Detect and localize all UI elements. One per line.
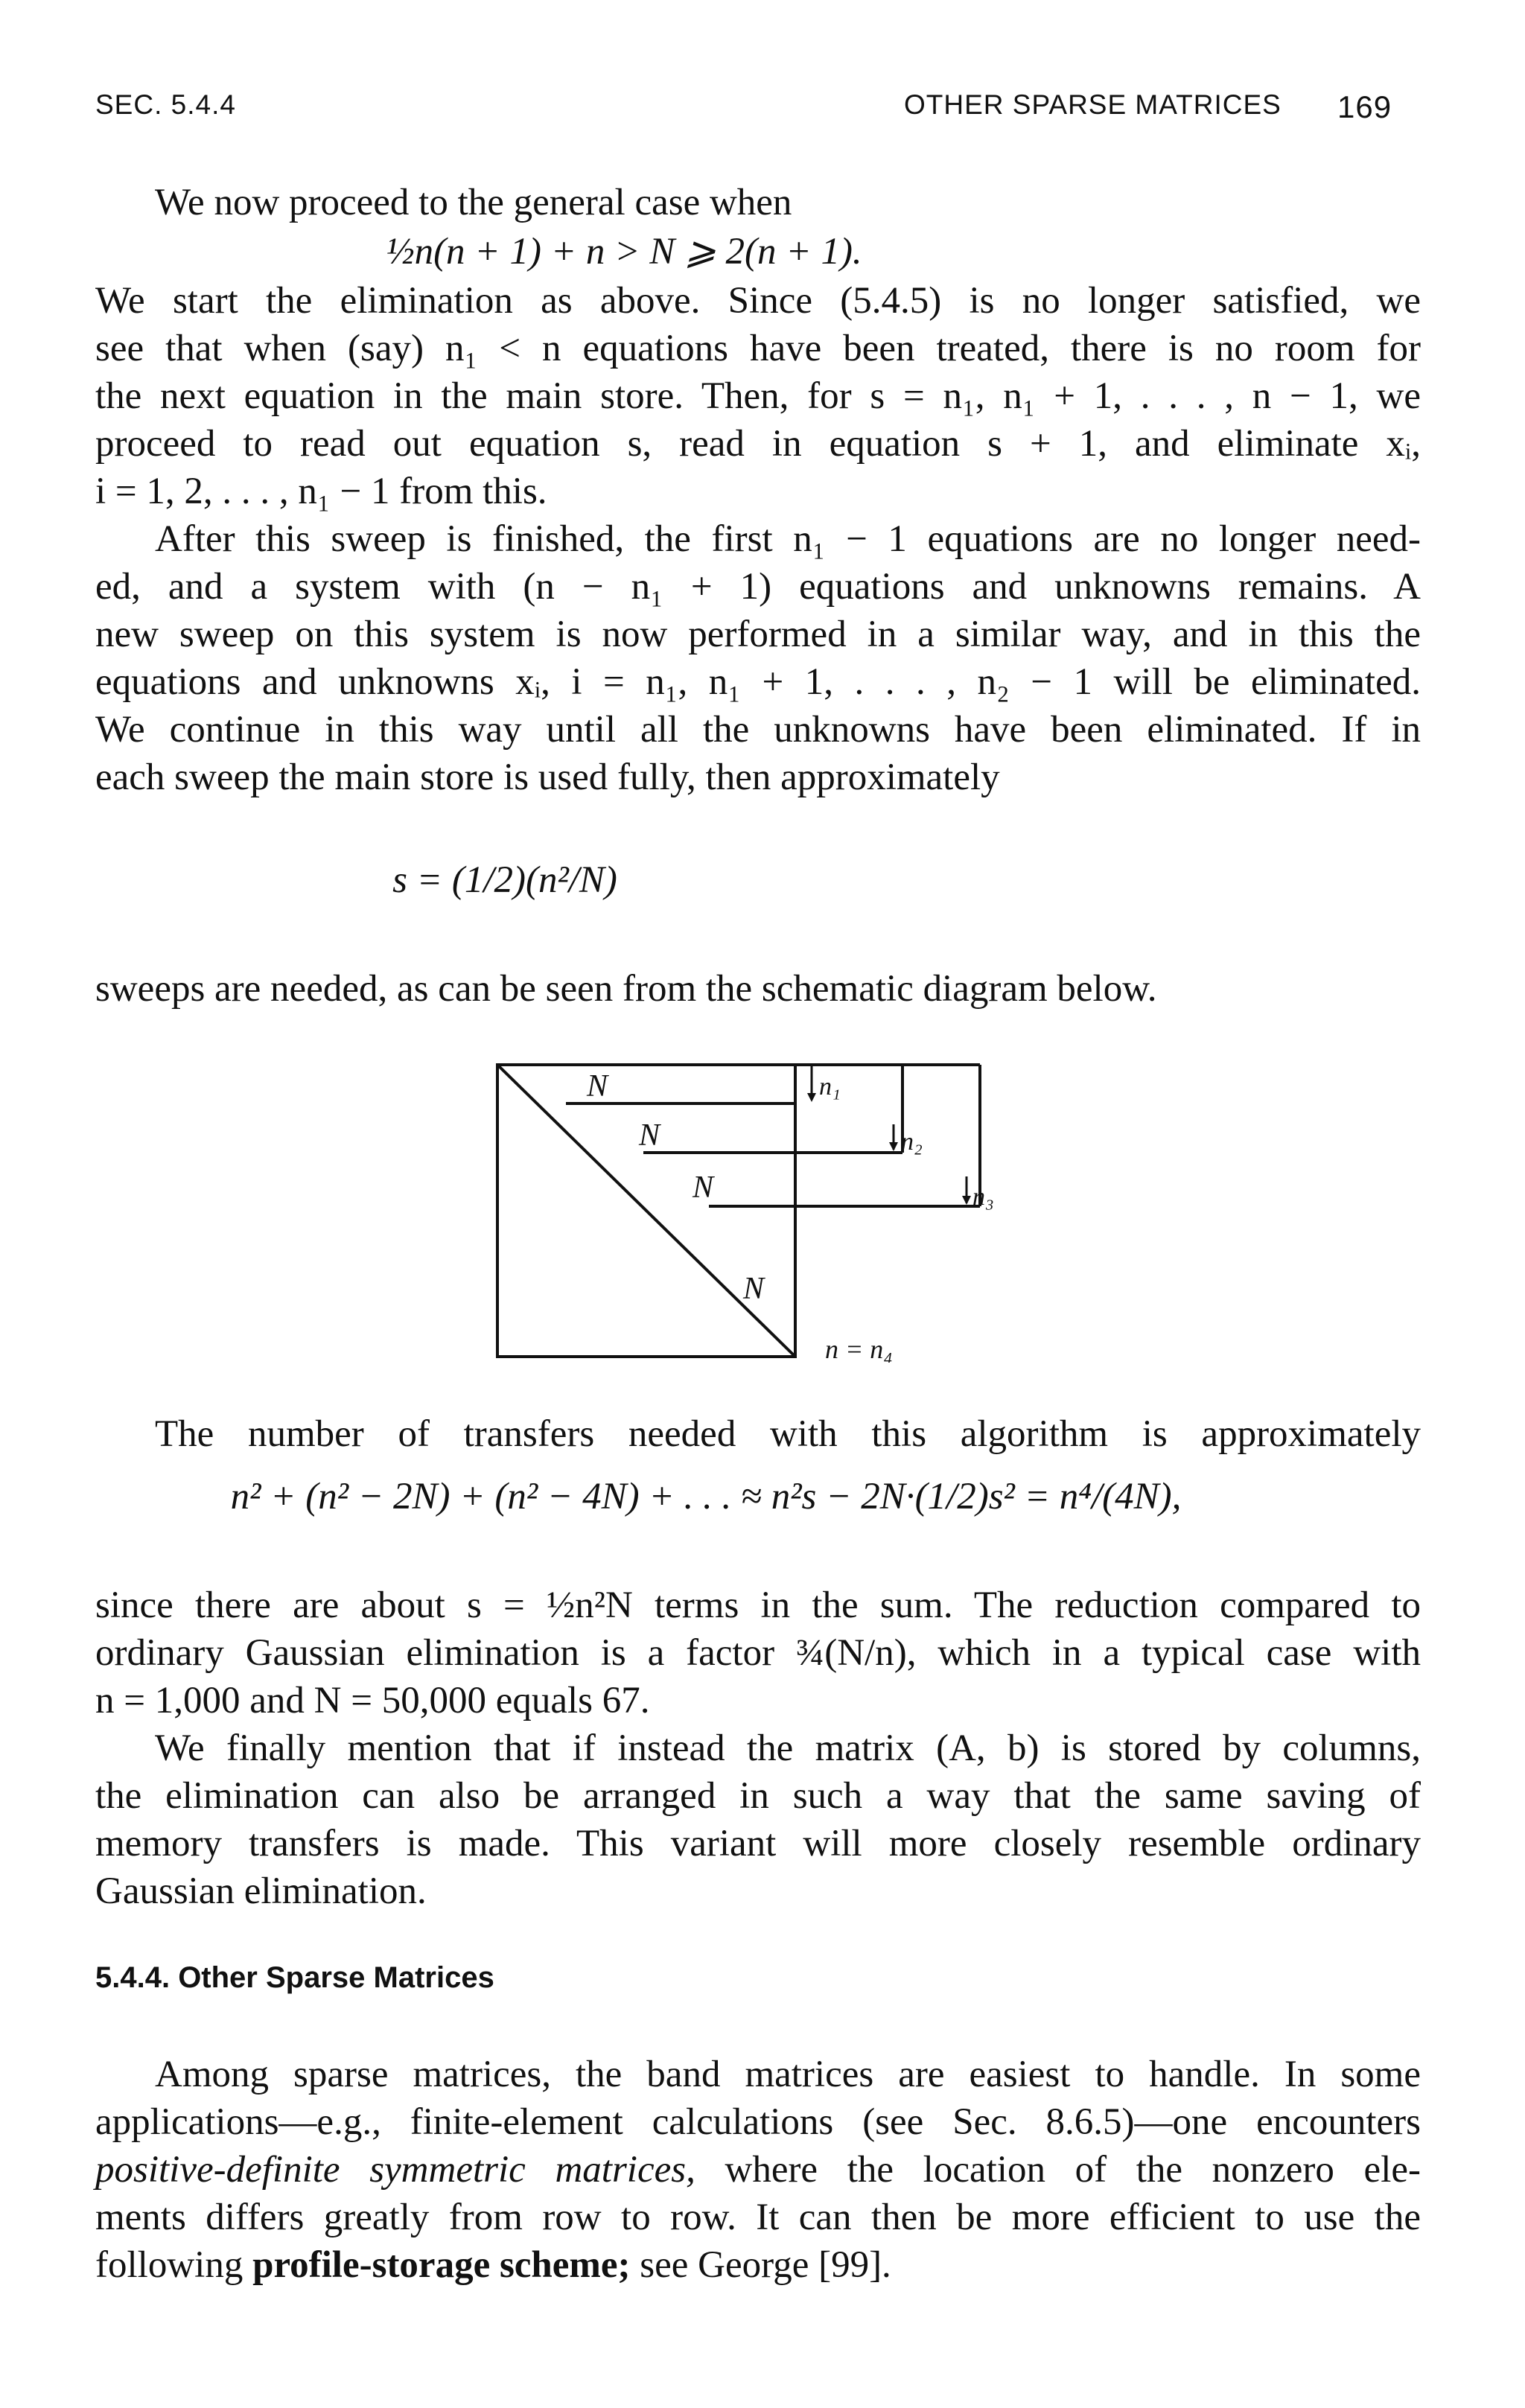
body-line: new sweep on this system is now performed in a similar way, and in this the	[95, 614, 1421, 655]
body-line: memory transfers is made. This variant will more closely resemble ordinary	[95, 1823, 1421, 1864]
body-line: Gaussian elimination.	[95, 1870, 427, 1912]
diagonal-label: N	[639, 1118, 660, 1153]
body-line: Among sparse matrices, the band matrices are easiest to handle. In some	[155, 2054, 1421, 2095]
body-line: positive-definite symmetric matrices, where the location of the nonzero ele-	[95, 2149, 1421, 2191]
running-head-section: SEC. 5.4.4	[95, 89, 236, 120]
transfers-equation: n² + (n² − 2N) + (n² − 4N) + . . . ≈ n²s − 2N·(1/2)s² = n⁴/(4N),	[230, 1476, 1182, 1517]
diagonal-label: N	[693, 1170, 714, 1205]
body-line: After this sweep is finished, the first n₁ − 1 equations are no longer need-	[155, 518, 1421, 560]
diagonal-label: N	[587, 1069, 608, 1103]
body-line: proceed to read out equation s, read in equation s + 1, and eliminate xᵢ,	[95, 423, 1421, 465]
elimination-schematic-diagram	[477, 1050, 1013, 1363]
body-line: applications—e.g., finite-element calculations (see Sec. 8.6.5)—one encounters	[95, 2101, 1421, 2143]
body-line: i = 1, 2, . . . , n₁ − 1 from this.	[95, 471, 547, 512]
body-line: ordinary Gaussian elimination is a factor ¾(N/n), which in a typical case with	[95, 1632, 1421, 1674]
body-line: ments differs greatly from row to row. It can then be more efficient to use the	[95, 2197, 1421, 2238]
body-line: We continue in this way until all the unknowns have been eliminated. If in	[95, 709, 1421, 751]
sweep-marker: n₃	[972, 1183, 994, 1211]
diagonal-line	[497, 1065, 795, 1357]
body-line: the next equation in the main store. Then, for s = n₁, n₁ + 1, . . . , n − 1, we	[95, 375, 1421, 417]
bold-term: profile-storage scheme;	[252, 2244, 631, 2286]
running-head-title: OTHER SPARSE MATRICES	[904, 89, 1282, 120]
body-line: sweeps are needed, as can be seen from the schematic diagram below.	[95, 968, 1157, 1010]
body-line: since there are about s = ½n²N terms in the sum. The reduction compared to	[95, 1584, 1421, 1626]
sweeps-equation: s = (1/2)(n²/N)	[392, 859, 617, 901]
body-line: equations and unknowns xᵢ, i = n₁, n₁ + 1, . . . , n₂ − 1 will be eliminated.	[95, 661, 1421, 703]
inequality-equation: ½n(n + 1) + n > N ⩾ 2(n + 1).	[386, 231, 862, 273]
body-line: We finally mention that if instead the matrix (A, b) is stored by columns,	[155, 1727, 1421, 1769]
body-line: The number of transfers needed with this algorithm is approximately	[155, 1413, 1421, 1455]
body-line: see that when (say) n₁ < n equations have been treated, there is no room for	[95, 328, 1421, 369]
page-number: 169	[1337, 89, 1392, 124]
sweep-marker: n₂	[901, 1128, 923, 1156]
bottom-label: n = n₄	[825, 1334, 893, 1363]
body-line: We start the elimination as above. Since (5.4.5) is no longer satisfied, we	[95, 280, 1421, 322]
body-line: We now proceed to the general case when	[155, 182, 792, 223]
sweep-marker: n₁	[819, 1073, 841, 1101]
body-line: following profile-storage scheme; see George [99].	[95, 2244, 891, 2286]
body-line: ed, and a system with (n − n₁ + 1) equations and unknowns remains. A	[95, 566, 1421, 608]
body-line: the elimination can also be arranged in such a way that the same saving of	[95, 1775, 1421, 1817]
diagonal-label: N	[743, 1272, 765, 1306]
section-heading: 5.4.4. Other Sparse Matrices	[95, 1961, 494, 1994]
body-line: n = 1,000 and N = 50,000 equals 67.	[95, 1680, 650, 1721]
italic-term: positive-definite symmetric matrices,	[95, 2149, 695, 2191]
body-line: each sweep the main store is used fully, then approximately	[95, 757, 1000, 798]
